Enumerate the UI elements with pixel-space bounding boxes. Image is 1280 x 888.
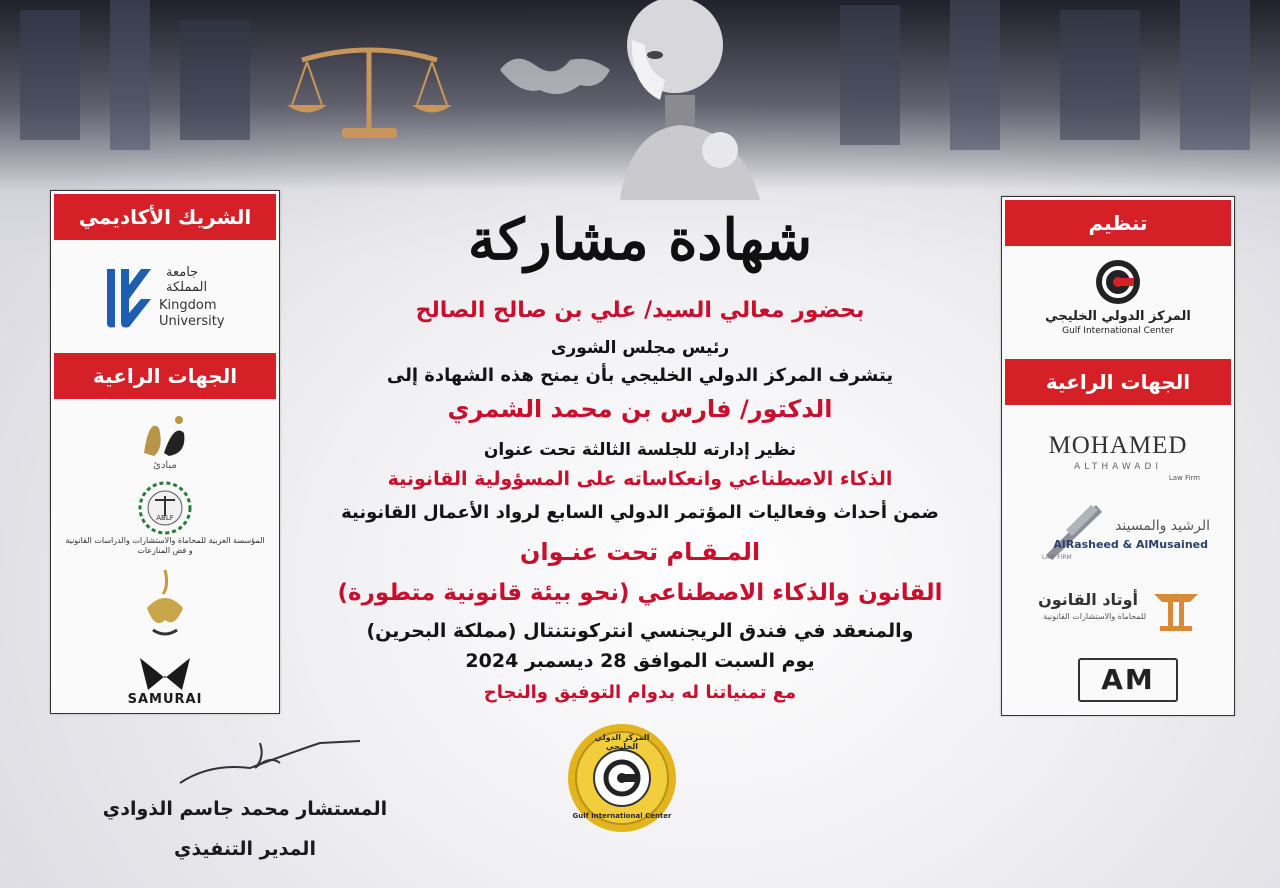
seal-text-ar: المركز الدولي الخليجي: [594, 733, 650, 751]
signature-scribble: [170, 733, 370, 793]
ablf-logo: [51, 480, 279, 560]
alrasheed-logo-icon: [1036, 500, 1106, 560]
mabadi-logo: [51, 402, 279, 480]
awtad-logo-icon: [1150, 588, 1202, 634]
held-under-title: المـقـام تحت عنـوان: [519, 538, 761, 566]
kingdom-ar-line1: جامعة: [166, 265, 199, 280]
am-mark: [1078, 658, 1178, 702]
calligraphy-logo-icon: [135, 568, 195, 640]
am-label: AM: [1101, 663, 1155, 696]
venue-line: والمنعقد في فندق الريجنسي انتركونتنتال (مملكة البحرين): [366, 620, 914, 642]
seal-text-en: Gulf International Center: [572, 812, 672, 820]
law-firm-tag-1: Law Firm: [1168, 474, 1200, 482]
samurai-logo: [51, 640, 279, 710]
organizer-header: تنظيم: [1005, 200, 1231, 246]
organizer-panel: [1001, 196, 1235, 716]
kingdom-university-logo: [51, 243, 279, 343]
reason-line: نظير إدارته للجلسة الثالثة تحت عنوان: [483, 440, 797, 460]
session-title: الذكاء الاصطناعي وانعكاساته على المسؤولية القانونية: [387, 468, 893, 490]
alrasheed-en: AlRasheed & AlMusained: [1053, 538, 1208, 551]
awtad-ar: أوتاد القانون: [1038, 590, 1138, 609]
sponsors-header-right: الجهات الراعية: [1005, 359, 1231, 405]
kingdom-en-line2: University: [159, 314, 225, 329]
samurai-logo-icon: [138, 654, 192, 694]
signatory-title: المدير التنفيذي: [174, 838, 316, 860]
mohamed-name: MOHAMED: [1048, 432, 1188, 459]
conference-theme: القانون والذكاء الاصطناعي (نحو بيئة قانونية متطورة): [337, 580, 943, 606]
gic-en-name: Gulf International Center: [1062, 326, 1174, 336]
gic-ar-name: المركز الدولي الخليجي: [1045, 309, 1191, 324]
ablf-logo-icon: [135, 480, 195, 536]
kingdom-ar-line2: المملكة: [166, 280, 208, 295]
alrasheed-almusained-logo: [1002, 490, 1234, 580]
robot-illustration: [560, 0, 780, 200]
mohamed-althawadi-logo: [1002, 408, 1234, 490]
conference-line: ضمن أحداث وفعاليات المؤتمر الدولي السابع لرواد الأعمال القانونية: [341, 502, 939, 523]
position-line: رئيس مجلس الشورى: [550, 338, 730, 358]
am-logo: [1002, 640, 1234, 710]
gulf-international-center-logo: [1002, 249, 1234, 339]
signatory-name: المستشار محمد جاسم الذوادي: [102, 798, 388, 820]
calligraphy-sponsor-logo: [51, 560, 279, 640]
award-line: يتشرف المركز الدولي الخليجي بأن يمنح هذه الشهادة إلى: [386, 365, 894, 386]
certificate-title: شهادة مشاركة: [467, 207, 813, 273]
academic-partner-panel: [50, 190, 280, 714]
awtad-sub: للمحاماة والاستشارات القانونية: [1043, 612, 1146, 621]
scale-of-justice-icon: [282, 40, 457, 140]
mabadi-label: مبادئ: [153, 460, 177, 471]
ablf-label: المؤسسة العربية للمحاماة والاستشارات والدراسات القانونية و فض المنازعات: [65, 536, 265, 555]
gic-logo-icon: [1093, 257, 1143, 307]
mabadi-logo-icon: [129, 408, 199, 468]
alrasheed-ar: الرشيد والمسيند: [1115, 518, 1210, 534]
wishes-line: مع تمنياتنا له بدوام التوفيق والنجاح: [483, 682, 797, 703]
samurai-label: SAMURAI: [127, 692, 203, 707]
recipient-name: الدكتور/ فارس بن محمد الشمري: [447, 395, 833, 423]
ablf-abbr: ABLF: [156, 514, 174, 522]
kingdom-en-line1: Kingdom: [159, 298, 217, 313]
althawadi-name: ALTHAWADI: [1073, 462, 1162, 472]
kingdom-logo-icon: [99, 265, 159, 331]
date-line: يوم السبت الموافق 28 ديسمبر 2024: [465, 650, 815, 672]
sponsors-header-left: الجهات الراعية: [54, 353, 276, 399]
awtad-alqanoon-logo: [1002, 580, 1234, 640]
attendance-line: بحضور معالي السيد/ علي بن صالح الصالح: [415, 298, 865, 323]
academic-partner-header: الشريك الأكاديمي: [54, 194, 276, 240]
law-firm-tag-2: LAW FIRM: [1042, 554, 1072, 561]
